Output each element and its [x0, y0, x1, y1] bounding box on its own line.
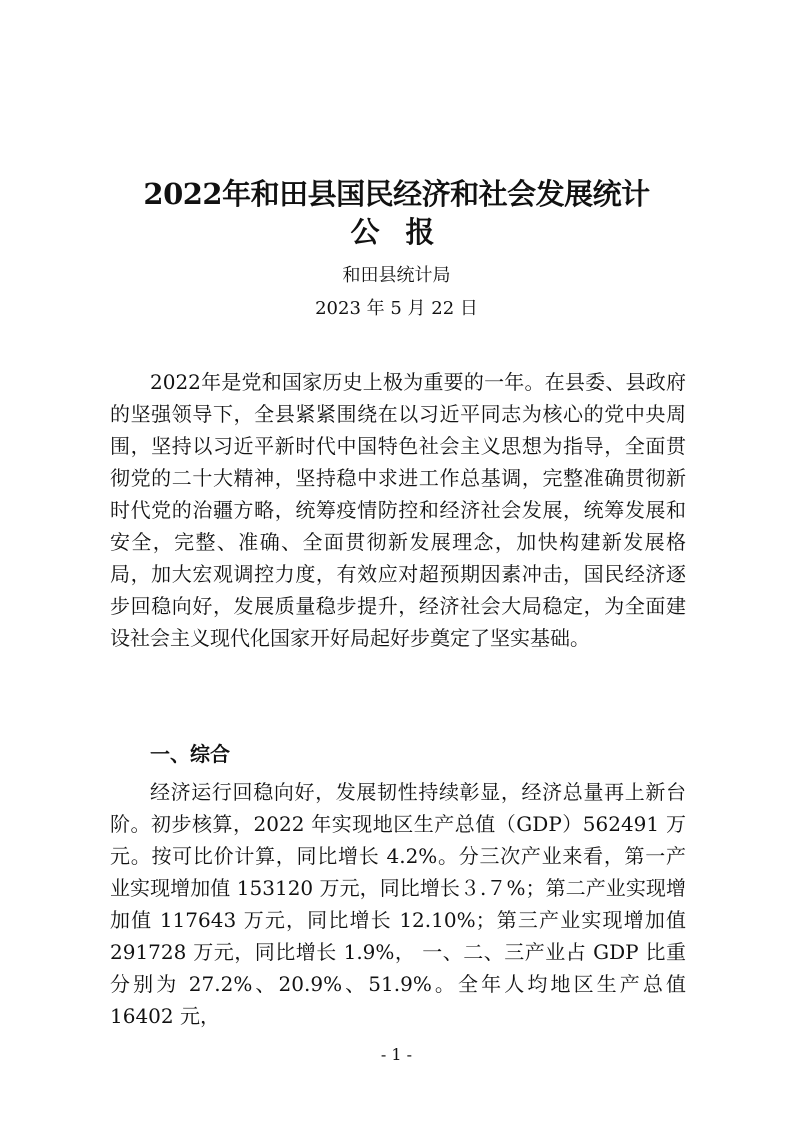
paragraph-text: 经济运行回稳向好，发展韧性持续彰显，经济总量再上新台阶。初步核算，2022 年实现地区生产总值（GDP）562491 万元。按可比价计算，同比增长 4.2%。分三次产业来看，第一产业实现增加值 153120 万元，同比增长３.７%；第二产业实现增加值 117643 万元，同比增长 12.10%；第三产业实现增加值 291728 万元，同比增长 1.9%， 一、二、三产业占 GDP 比重分别为 27.2%、20.9%、51.9%。全年人均地区生产总值 16402 元， — [110, 780, 686, 1028]
document-date: 2023 年 5 月 22 日 — [315, 298, 478, 319]
document-title-line2: 公 报 — [350, 215, 443, 249]
document-author: 和田县统计局 — [342, 265, 451, 286]
page-number: - 1 - — [380, 1045, 413, 1064]
section-heading-comprehensive: 一、综合 — [150, 742, 230, 766]
paragraph-text: 2022年是党和国家历史上极为重要的一年。在县委、县政府的坚强领导下，全县紧紧围绕在以习近平同志为核心的党中央周围，坚持以习近平新时代中国特色社会主义思想为指导，全面贯彻党的二十大精神，坚持稳中求进工作总基调，完整准确贯彻新时代党的治疆方略，统筹疫情防控和经济社会发展，统筹发展和安全，完整、准确、全面贯彻新发展理念，加快构建新发展格局，加大宏观调控力度，有效应对超预期因素冲击，国民经济逐步回稳向好，发展质量稳步提升，经济社会大局稳定，为全面建设社会主义现代化国家开好局起好步奠定了坚实基础。 — [110, 370, 686, 650]
body-paragraph-comprehensive — [110, 776, 686, 1032]
body-paragraph-intro — [110, 366, 686, 654]
document-title-line1: 2022年和田县国民经济和社会发展统计 — [143, 177, 650, 211]
